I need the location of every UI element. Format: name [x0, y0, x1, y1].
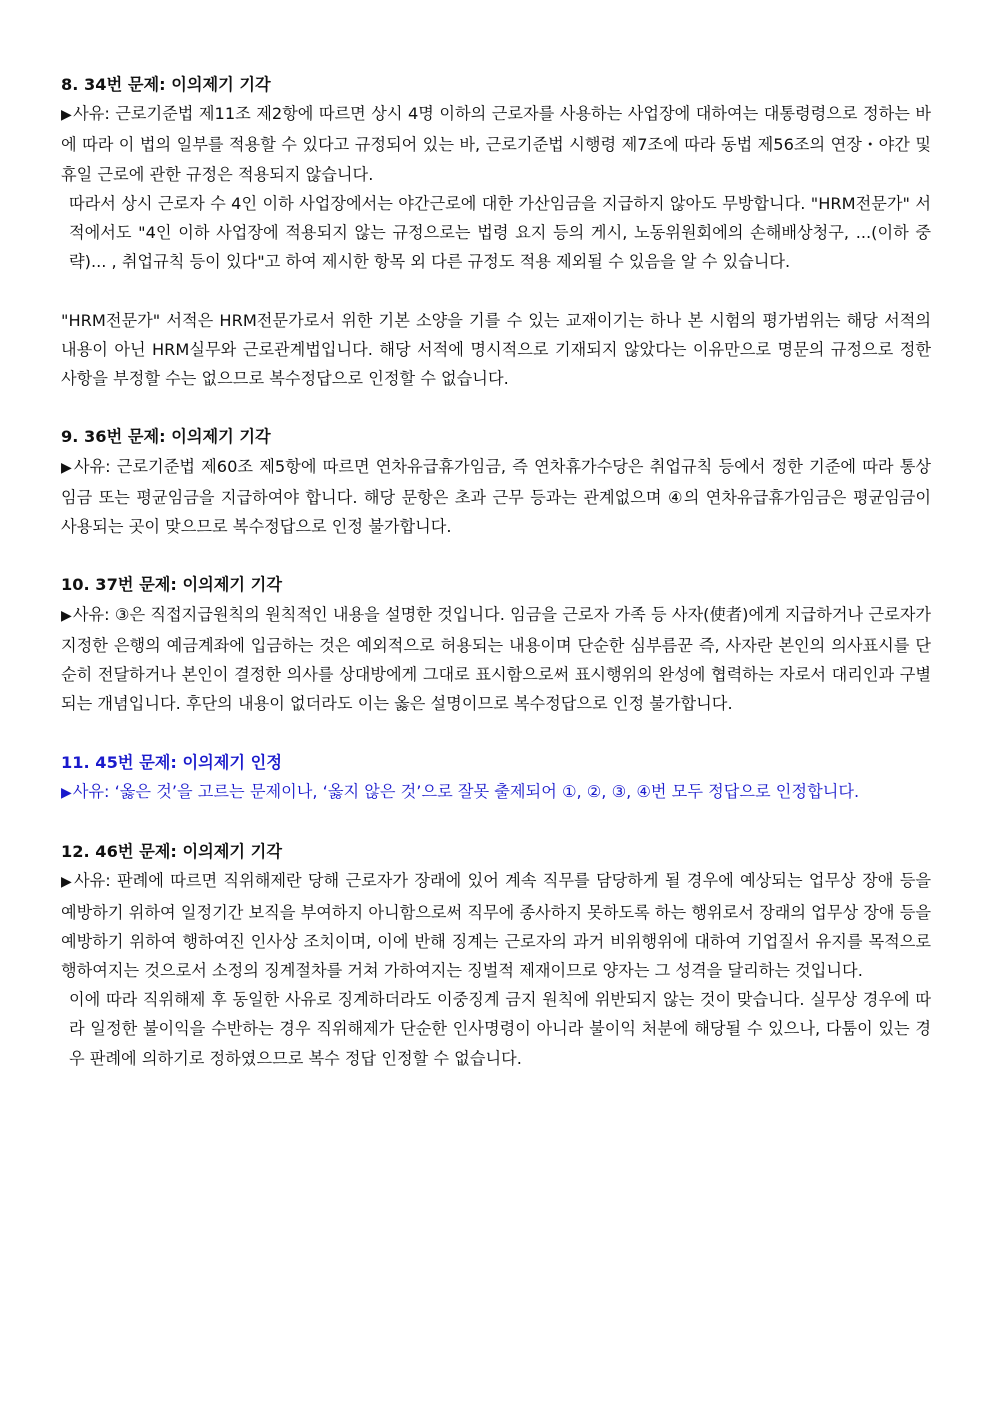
triangle-bullet-icon: ▶	[61, 607, 72, 624]
triangle-bullet-icon: ▶	[61, 459, 73, 476]
reason-paragraph	[61, 600, 931, 719]
section-spacer	[61, 808, 931, 837]
reason-paragraph	[61, 452, 931, 542]
body-paragraph: 따라서 상시 근로자 수 4인 이하 사업장에서는 야간근로에 대한 가산임금을 지급하지 않아도 무방합니다. "HRM전문가" 서적에서도 "4인 이하 사업장에 적용되지 않는 규정으로는 법령 요지 등의 게시, 노동위원회에의 손해배상청구, ...(이하 중략)... , 취업규칙 등이 있다"고 하여 제시한 항목 외 다른 규정도 적용 제외될 수 있음을 알 수 있습니다.	[69, 193, 931, 272]
section-spacer	[61, 393, 931, 422]
paragraph-spacer	[61, 276, 931, 305]
reason-paragraph	[61, 866, 931, 985]
triangle-bullet-icon: ▶	[61, 107, 73, 124]
reason-paragraph	[61, 777, 931, 808]
triangle-bullet-icon: ▶	[61, 784, 72, 801]
paragraph-text: 사유: ‘옳은 것’을 고르는 문제이나, ‘옳지 않은 것’으로 잘못 출제되어 ①, ②, ③, ④번 모두 정답으로 인정합니다.	[72, 781, 860, 801]
section-item-12	[61, 837, 931, 1073]
section-item-10	[61, 570, 931, 718]
section-item-11	[61, 748, 931, 808]
section-heading: 11. 45번 문제: 이의제기 인정	[61, 752, 282, 772]
section-spacer	[61, 718, 931, 747]
section-heading: 9. 36번 문제: 이의제기 기각	[61, 427, 271, 447]
section-heading: 8. 34번 문제: 이의제기 기각	[61, 75, 271, 94]
section-item-9	[61, 422, 931, 541]
document-page	[61, 70, 931, 1073]
paragraph-text: 사유: 근로기준법 제60조 제5항에 따르면 연차유급휴가임금, 즉 연차휴가수당은 취업규칙 등에서 정한 기준에 따라 통상임금 또는 평균임금을 지급하여야 합니다. 해당 문항은 초과 근무 등과는 관계없으며 ④의 연차유급휴가임금은 평균임금이 사용되는 곳이 맞으므로 복수정답으로 인정 불가합니다.	[61, 456, 931, 537]
body-paragraph: "HRM전문가" 서적은 HRM전문가로서 위한 기본 소양을 기를 수 있는 교재이기는 하나 본 시험의 평가범위는 해당 서적의 내용이 아닌 HRM실무와 근로관계법입니다. 해당 서적에 명시적으로 기재되지 않았다는 이유만으로 명문의 규정으로 정한 사항을 부정할 수는 없으므로 복수정답으로 인정할 수 없습니다.	[61, 310, 931, 389]
reason-paragraph	[61, 99, 931, 189]
triangle-bullet-icon: ▶	[61, 874, 73, 891]
section-item-8	[61, 70, 931, 393]
paragraph-text: 사유: 근로기준법 제11조 제2항에 따르면 상시 4명 이하의 근로자를 사용하는 사업장에 대하여는 대통령령으로 정하는 바에 따라 이 법의 일부를 적용할 수 있다고 규정되어 있는 바, 근로기준법 시행령 제7조에 따라 동법 제56조의 연장・야간 및 휴일 근로에 관한 규정은 적용되지 않습니다.	[61, 104, 931, 184]
body-paragraph: 이에 따라 직위해제 후 동일한 사유로 징계하더라도 이중징계 금지 원칙에 위반되지 않는 것이 맞습니다. 실무상 경우에 따라 일정한 불이익을 수반하는 경우 직위해제가 단순한 인사명령이 아니라 불이익 처분에 해당될 수 있으나, 다툼이 있는 경우 판례에 의하기로 정하였으므로 복수 정답 인정할 수 없습니다.	[69, 990, 931, 1068]
section-spacer	[61, 541, 931, 570]
section-heading: 10. 37번 문제: 이의제기 기각	[61, 575, 282, 595]
paragraph-text: 사유: ③은 직접지급원칙의 원칙적인 내용을 설명한 것입니다. 임금을 근로자 가족 등 사자(使者)에게 지급하거나 근로자가 지정한 은행의 예금계좌에 입금하는 것은 예외적으로 허용되는 내용이며 단순한 심부름꾼 즉, 사자란 본인의 의사표시를 단순히 전달하거나 본인이 결정한 의사를 상대방에게 그대로 표시함으로써 표시행위의 완성에 협력하는 자로서 대리인과 구별되는 개념입니다. 후단의 내용이 없더라도 이는 옳은 설명이므로 복수정답으로 인정 불가합니다.	[61, 604, 931, 714]
paragraph-text: 사유: 판례에 따르면 직위해제란 당해 근로자가 장래에 있어 계속 직무를 담당하게 될 경우에 예상되는 업무상 장애 등을 예방하기 위하여 일정기간 보직을 부여하지 아니함으로써 직무에 종사하지 못하도록 하는 행위로서 장래의 업무상 장애 등을 예방하기 위하여 행하여진 인사상 조치이며, 이에 반해 징계는 근로자의 과거 비위행위에 대하여 기업질서 유지를 목적으로 행하여지는 것으로서 소정의 징계절차를 거쳐 가하여지는 징벌적 제재이므로 양자는 그 성격을 달리하는 것입니다.	[61, 871, 931, 981]
section-heading: 12. 46번 문제: 이의제기 기각	[61, 842, 282, 862]
